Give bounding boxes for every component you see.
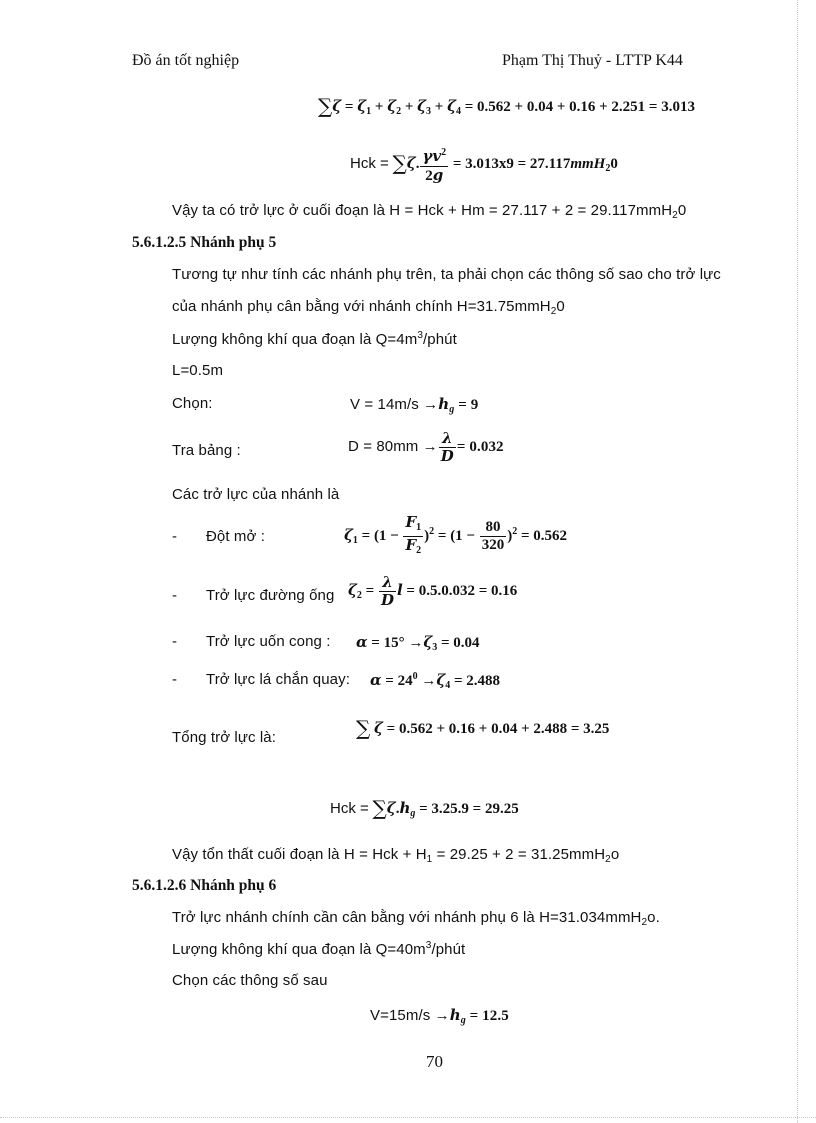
equation-zeta-sum: $\sum\zeta = \zeta_1 + \zeta_2 + \zeta_3 + \zeta_4 = 0.562 + 0.04 + 0.16 + 2.251 = 3.013$: [318, 94, 695, 118]
table-lookup-eq: D = 80mm → $\frac{\lambda}{D}$ = 0.032: [348, 429, 504, 465]
item-dash-3: -: [172, 633, 178, 650]
choose-velocity-eq: $V = 14m/s \to h_g = 9$: [350, 395, 479, 415]
item-label-pipe-resistance: Trở lực đường ống: [206, 587, 335, 604]
header-right: Phạm Thị Thuỷ - LTTP K44: [502, 52, 683, 69]
page-border-bottom: [0, 1117, 816, 1118]
page-border-right: [797, 0, 798, 1123]
equation-zeta-sum-rhs: = 0.562 + 0.04 + 0.16 + 2.251 = 3.013: [464, 99, 695, 115]
section5-length: L=0.5m: [172, 362, 224, 379]
header-left: Đồ án tốt nghiệp: [132, 52, 240, 69]
section-heading-5: 5.6.1.2.5 Nhánh phụ 5: [132, 234, 277, 251]
section6-choose: Chọn các thông số sau: [172, 972, 328, 989]
section5-paragraph-1: Tương tự như tính các nhánh phụ trên, ta phải chọn các thông số sao cho trở lực: [172, 266, 721, 283]
equation-total-resistance: ∑ ζ = 0.562 + 0.16 + 0.04 + 2.488 = 3.25: [356, 716, 610, 740]
item-label-bend-resistance: Trở lực uốn cong :: [206, 633, 331, 650]
item-label-sudden-expansion: Đột mở :: [206, 528, 265, 545]
item-label-damper-resistance: Trở lực lá chắn quay:: [206, 671, 350, 688]
section5-flow: Lượng không khí qua đoạn là $Q=4m^3$/phút: [172, 330, 457, 348]
loss-result-line: Vậy tổn thất cuối đoạn là H = Hck + $H_1 = 29.25 + 2 = 31.25mmH_2o$: [172, 846, 620, 865]
total-resistance-label: Tổng trở lực là:: [172, 729, 277, 746]
item-dash-2: -: [172, 587, 178, 604]
section5-paragraph-2: của nhánh phụ cân bằng với nhánh chính H=31.75mmH$_2$0: [172, 298, 565, 317]
equation-bend-resistance: $\alpha = 15^\circ \to\zeta_3 = 0.04$: [356, 633, 480, 653]
choose-label: Chọn:: [172, 395, 213, 412]
equation-hck-top: Hck = ∑ζ. $\frac{\gamma v^2}{2g}$ = 3.013x9 = 27.117mmH$_2$0: [350, 144, 618, 185]
table-lookup-label: Tra bảng :: [172, 442, 241, 459]
item-dash-1: -: [172, 528, 178, 545]
equation-sudden-expansion: $\zeta_1 = (1$ − $\frac{F_1}{F_2}$ )$^2$ = (1 − $\frac{80}{320}$ )$^2$ = 0.562: [344, 513, 568, 556]
section6-flow: Lượng không khí qua đoạn là $Q=40m^3$/phút: [172, 940, 466, 958]
resistances-heading: Các trở lực của nhánh là: [172, 486, 340, 503]
result-line-1: Vậy ta có trở lực ở cuối đoạn là H = Hck + Hm = 27.117 + 2 = 29.117mmH$_2$0: [172, 202, 687, 221]
section6-velocity-eq: $V=15m/s \to h_g = 12.5$: [370, 1006, 509, 1026]
page-number: 70: [426, 1052, 443, 1071]
item-dash-4: -: [172, 671, 178, 688]
section-heading-6: 5.6.1.2.6 Nhánh phụ 6: [132, 877, 277, 894]
section6-paragraph-1: Trở lực nhánh chính cần cân bằng với nhánh phụ 6 là H=31.034mmH$_2$o.: [172, 909, 660, 928]
equation-pipe-resistance: $\zeta_2$ = $\frac{\lambda}{D}$ l = 0.5.0.032 = 0.16: [348, 573, 518, 609]
equation-damper-resistance: $\alpha = 24^0 \to\zeta_4 = 2.488$: [370, 671, 501, 691]
equation-hck-section5: Hck = $\sum\zeta.h_g = 3.25.9 = 29.25$: [330, 796, 519, 820]
